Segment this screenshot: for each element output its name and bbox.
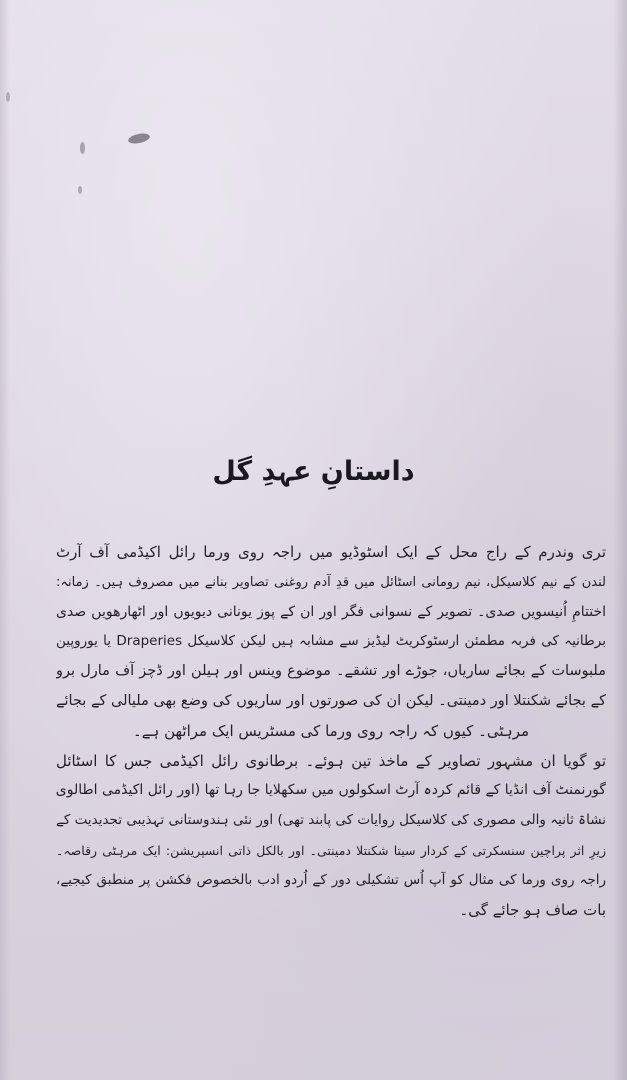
text-line: تری وندرم کے راج محل کے ایک اسٹوڈیو میں راجہ روی ورما رائل اکیڈمی آف آرٹ (56, 543, 606, 561)
text-line: نشاۃ ثانیہ والی مصوری کی کلاسیکل روایات کی پابند تھی) اور نئی ہندوستانی تہذیبی تجدیدیت کے (56, 812, 606, 829)
chapter-title: داستانِ عہدِ گل (212, 456, 415, 487)
text-line: بات صاف ہو جائے گی۔ (459, 900, 606, 919)
text-line: تو گویا ان مشہور تصاویر کے ماخذ تین ہوئے۔ برطانوی رائل اکیڈمی جس کا اسٹائل (56, 751, 606, 770)
text-line: گورنمنٹ آف انڈیا کے قائم کردہ آرٹ اسکولوں میں سکھلایا جا رہا تھا (اور رائل اکیڈمی اطالوی (56, 782, 606, 799)
text-line: راجہ روی ورما کی مثال کو آپ اُس تشکیلی دور کے اُردو ادب بالخصوص فکشن پر منطبق کیجیے، (56, 871, 606, 888)
text-line: مرہٹی۔ کیوں کہ راجہ روی ورما کی مسٹریس ایک مراٹھن ہے۔ (132, 721, 530, 740)
text-line: ملبوسات کے بجائے ساریاں، جوڑے اور تشقے۔ موضوع وینس اور ہیلن اور ڈچز آف مارل برو (56, 663, 606, 680)
ink-smudge (78, 186, 82, 194)
chapter-body (56, 538, 606, 925)
ink-smudge (127, 132, 150, 145)
text-line: اختتامِ اُنیسویں صدی۔ تصویر کے نسوانی فگر اور ان کے پوز یونانی دیویوں اور اٹھارھویں صدی (56, 603, 606, 620)
text-line: لندن کے نیم کلاسیکل، نیم رومانی اسٹائل میں قدِ آدم روغنی تصاویر بنانے میں مصروف ہیں۔ زمانہ: (56, 574, 606, 590)
page-right-edge-shadow (613, 0, 627, 1080)
ink-smudge (6, 92, 10, 102)
paragraph-1 (56, 538, 606, 747)
text-line: زیرِ اثر پراچین سنسکرتی کے کردار سیتا شکنتلا دمینتی۔ اور بالکل ذاتی انسپریشن: ایک مرہٹی رقاصہ۔ (56, 842, 606, 858)
paragraph-2 (56, 747, 606, 926)
text-line: برطانیہ کی فربہ مطمئن ارسٹوکریٹ لیڈیز سے مشابہ ہیں لیکن کلاسیکل Draperies یا یوروپین (56, 633, 606, 650)
text-line: کے بجائے شکنتلا اور دمینتی۔ لیکن ان کی صورتوں اور ساریوں کی وضع بھی ملیالی کے بجائے (56, 692, 606, 709)
page-left-edge (0, 0, 10, 1080)
ink-smudge (80, 142, 85, 154)
